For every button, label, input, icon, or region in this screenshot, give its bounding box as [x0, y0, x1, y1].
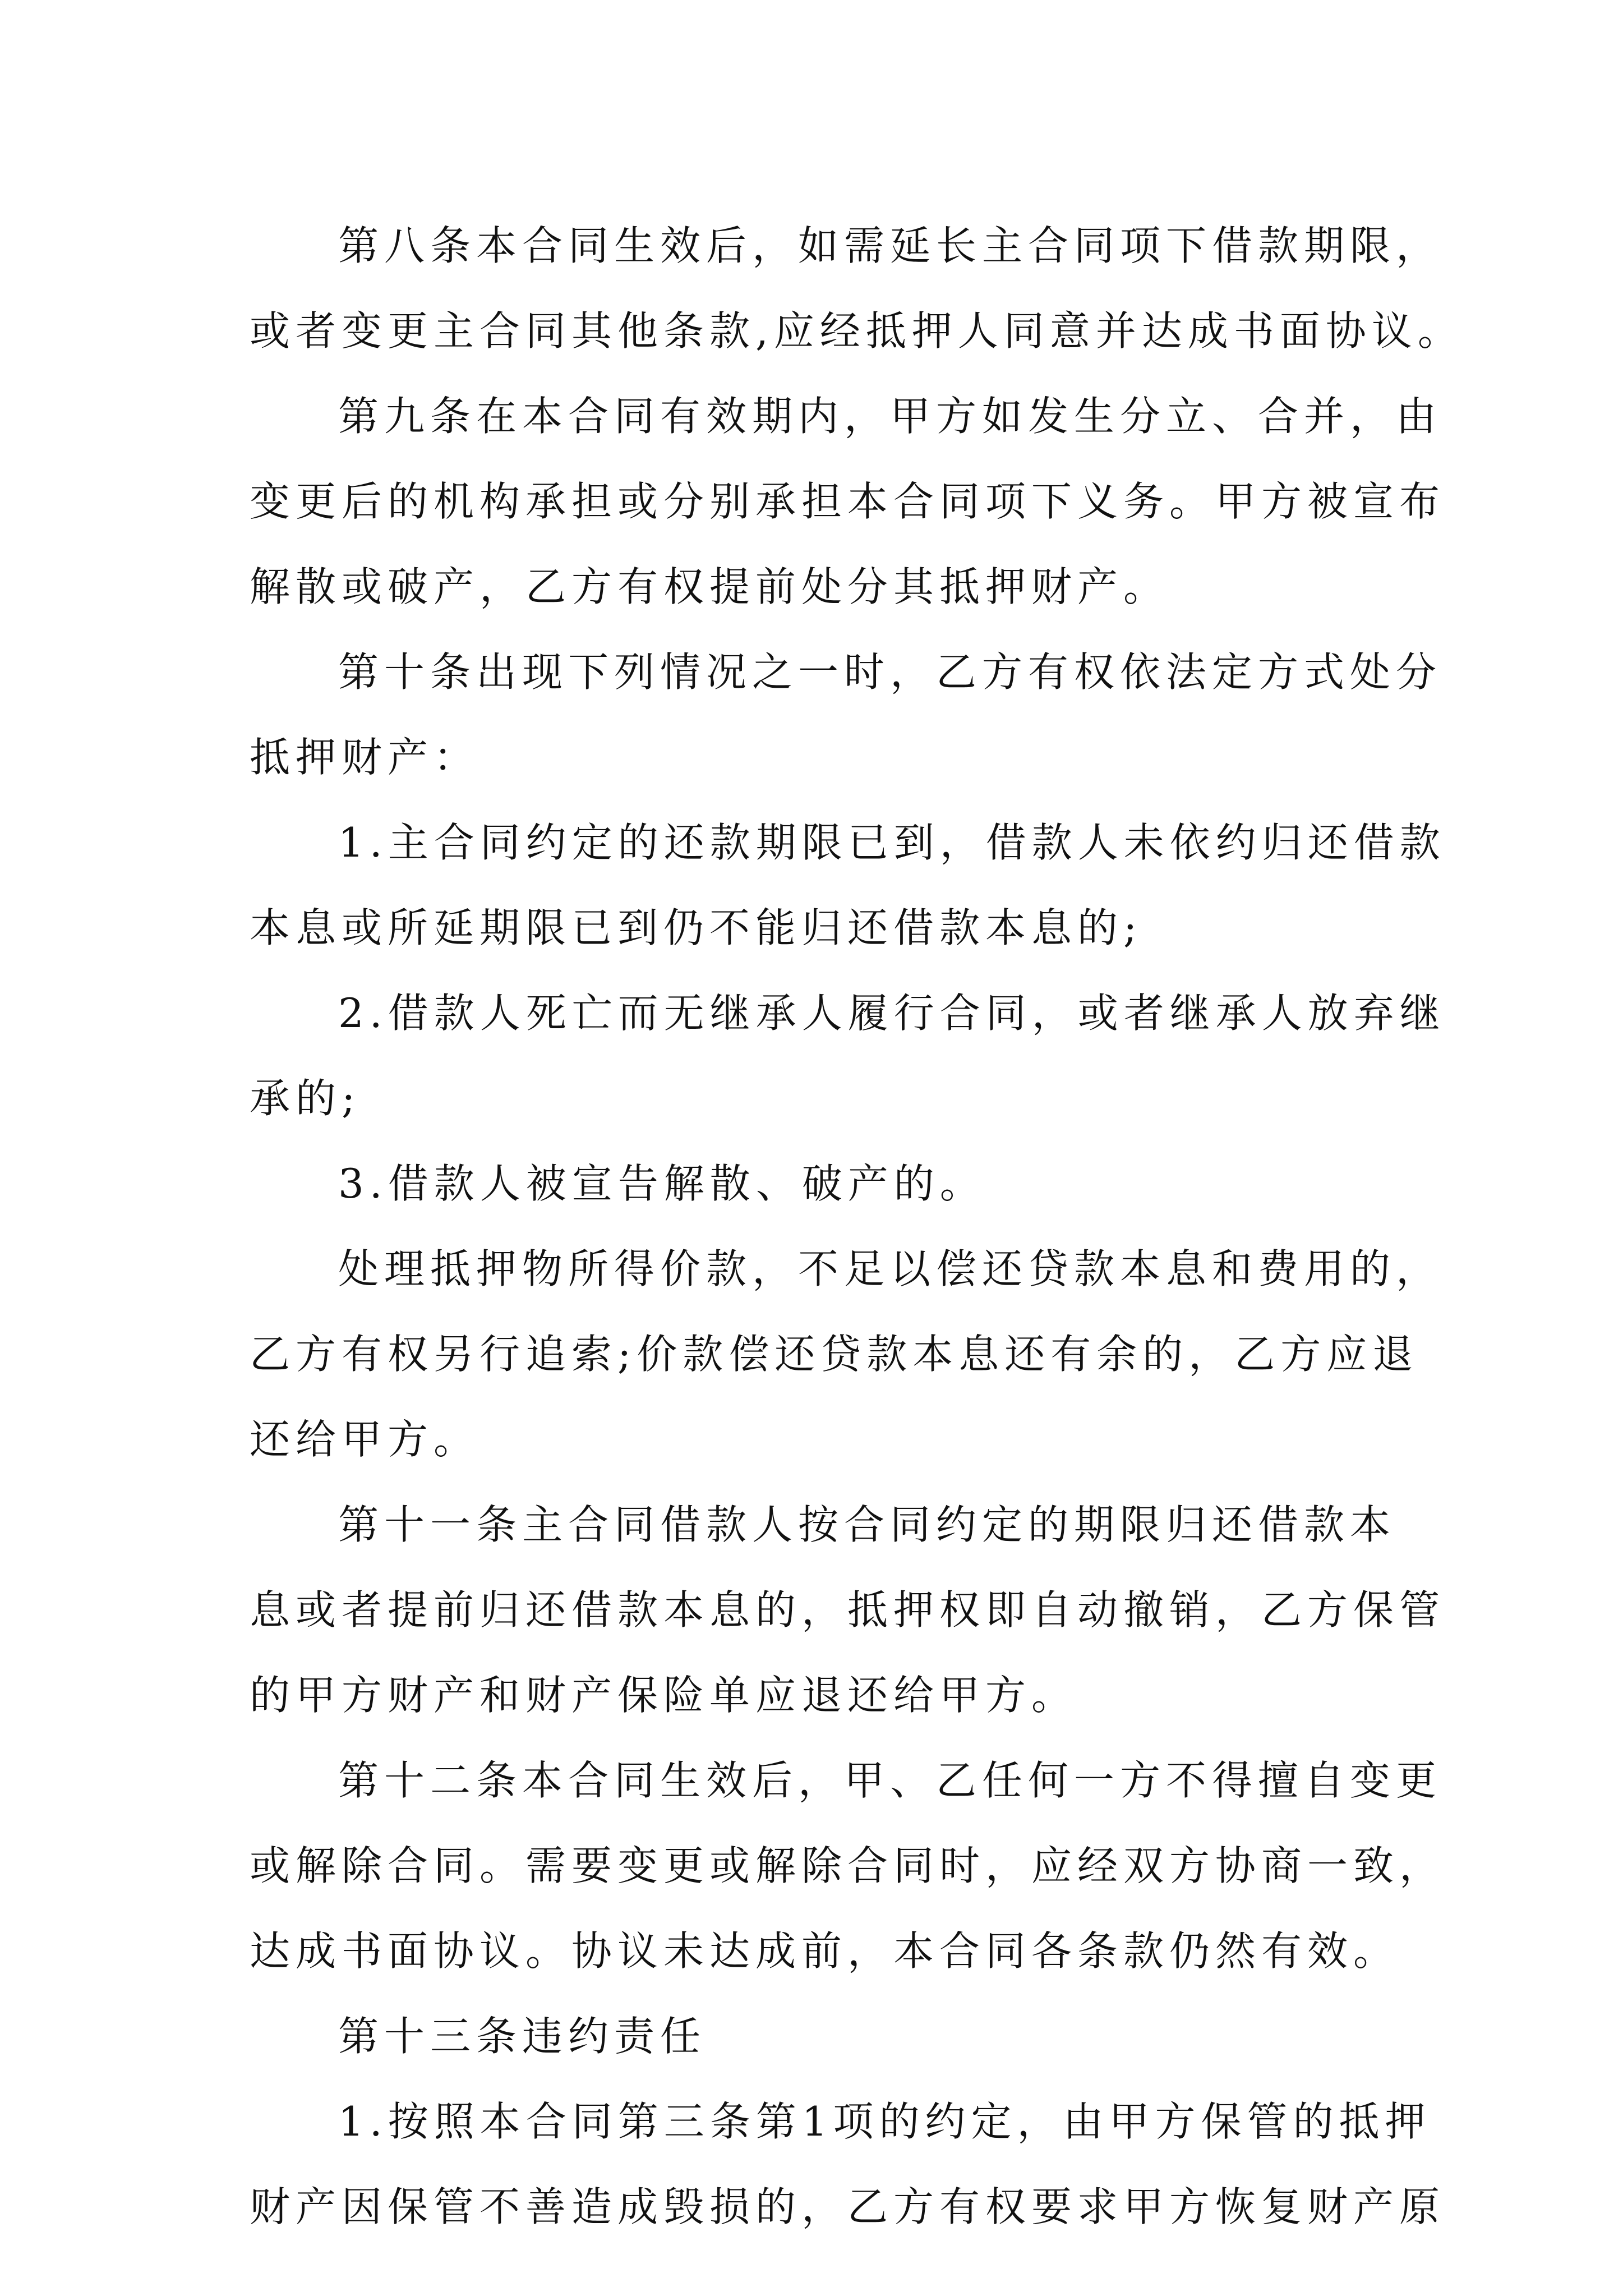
text-line: 第十三条违约责任 [338, 2013, 707, 2060]
text-line: 1.主合同约定的还款期限已到，借款人未依约归还借款 [338, 819, 1446, 866]
text-line: 息或者提前归还借款本息的，抵押权即自动撤销，乙方保管 [250, 1586, 1446, 1634]
text-line: 2.借款人死亡而无继承人履行合同，或者继承人放弃继 [338, 990, 1446, 1037]
text-line: 还给甲方。 [250, 1416, 480, 1463]
text-line: 的甲方财产和财产保险单应退还给甲方。 [250, 1672, 1078, 1719]
text-line: 3.借款人被宣告解散、破产的。 [338, 1160, 986, 1207]
text-line: 达成书面协议。协议未达成前，本合同各条款仍然有效。 [250, 1927, 1400, 1975]
text-line: 第十一条主合同借款人按合同约定的期限归还借款本 [338, 1501, 1396, 1548]
text-line: 财产因保管不善造成毁损的，乙方有权要求甲方恢复财产原 [250, 2183, 1446, 2230]
text-line: 处理抵押物所得价款，不足以偿还贷款本息和费用的， [338, 1245, 1442, 1292]
document-body [250, 209, 1464, 2255]
text-line: 解散或破产，乙方有权提前处分其抵押财产。 [250, 563, 1170, 610]
text-line: 抵押财产： [250, 734, 480, 781]
text-line: 乙方有权另行追索;价款偿还贷款本息还有余的，乙方应退 [250, 1331, 1419, 1378]
text-line: 1.按照本合同第三条第1项的约定，由甲方保管的抵押 [338, 2098, 1431, 2145]
text-line: 第十条出现下列情况之一时，乙方有权依法定方式处分 [338, 648, 1442, 696]
text-line: 第九条在本合同有效期内，甲方如发生分立、合并，由 [338, 393, 1442, 440]
text-line: 本息或所延期限已到仍不能归还借款本息的; [250, 904, 1143, 951]
text-line: 第十二条本合同生效后，甲、乙任何一方不得擅自变更 [338, 1757, 1442, 1804]
text-line: 或者变更主合同其他条款,应经抵押人同意并达成书面协议。 [250, 307, 1464, 355]
text-line: 变更后的机构承担或分别承担本合同项下义务。甲方被宣布 [250, 478, 1446, 525]
text-line: 承的; [250, 1075, 361, 1122]
text-line: 第八条本合同生效后，如需延长主合同项下借款期限， [338, 222, 1442, 269]
text-line: 或解除合同。需要变更或解除合同时，应经双方协商一致， [250, 1842, 1446, 1889]
